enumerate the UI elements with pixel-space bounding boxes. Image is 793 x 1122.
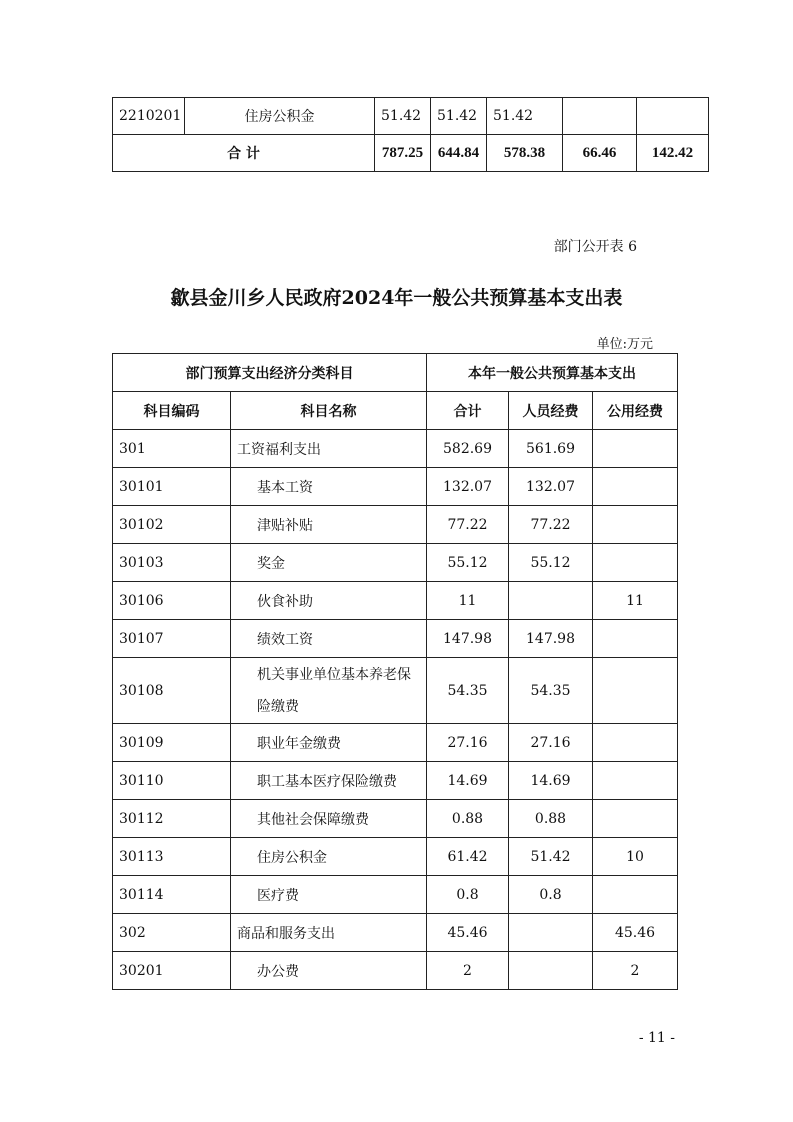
- total-value: 787.25: [375, 135, 431, 172]
- cell-code: 30112: [113, 800, 231, 838]
- cell-value: 51.42: [487, 98, 563, 135]
- cell-name: 绩效工资: [231, 620, 427, 658]
- table-row: [113, 658, 678, 724]
- table-row: [113, 468, 678, 506]
- cell-code: 30106: [113, 582, 231, 620]
- cell-public: [593, 468, 678, 506]
- table-row: [113, 544, 678, 582]
- cell-public: 2: [593, 952, 678, 990]
- page-number: - 11 -: [638, 1030, 675, 1046]
- col-header-code: 科目编码: [113, 392, 231, 430]
- cell-personnel: 147.98: [509, 620, 593, 658]
- cell-name: 其他社会保障缴费: [231, 800, 427, 838]
- cell-name: 津贴补贴: [231, 506, 427, 544]
- cell-name: 住房公积金: [231, 838, 427, 876]
- cell-personnel: 132.07: [509, 468, 593, 506]
- cell-personnel: 27.16: [509, 724, 593, 762]
- total-value: 142.42: [637, 135, 709, 172]
- table-row: [113, 430, 678, 468]
- cell-personnel: 0.88: [509, 800, 593, 838]
- cell-total: 55.12: [427, 544, 509, 582]
- cell-total: 61.42: [427, 838, 509, 876]
- cell-personnel: 77.22: [509, 506, 593, 544]
- cell-code: 30113: [113, 838, 231, 876]
- cell-code: 2210201: [113, 98, 185, 135]
- table-row: [113, 800, 678, 838]
- cell-total: 14.69: [427, 762, 509, 800]
- total-value: 578.38: [487, 135, 563, 172]
- group-header-right: 本年一般公共预算基本支出: [427, 354, 678, 392]
- total-row: [113, 135, 709, 172]
- cell-code: 30101: [113, 468, 231, 506]
- col-header-total: 合计: [427, 392, 509, 430]
- cell-name: 职工基本医疗保险缴费: [231, 762, 427, 800]
- col-header-personnel: 人员经费: [509, 392, 593, 430]
- cell-personnel: 55.12: [509, 544, 593, 582]
- table-row: [113, 876, 678, 914]
- table-row: [113, 620, 678, 658]
- cell-total: 147.98: [427, 620, 509, 658]
- basic-expenditure-table: [112, 353, 678, 990]
- cell-public: [593, 876, 678, 914]
- table-row: [113, 98, 709, 135]
- cell-total: 0.8: [427, 876, 509, 914]
- cell-value: 51.42: [375, 98, 431, 135]
- unit-label: 单位:万元: [596, 337, 653, 352]
- table-row: [113, 914, 678, 952]
- cell-public: 10: [593, 838, 678, 876]
- cell-name: 伙食补助: [231, 582, 427, 620]
- cell-public: [593, 724, 678, 762]
- cell-total: 2: [427, 952, 509, 990]
- cell-code: 302: [113, 914, 231, 952]
- cell-name: 机关事业单位基本养老保险缴费: [231, 658, 427, 724]
- cell-name: 职业年金缴费: [231, 724, 427, 762]
- table-column-header: [113, 392, 678, 430]
- col-header-name: 科目名称: [231, 392, 427, 430]
- cell-value: 51.42: [431, 98, 487, 135]
- cell-code: 30107: [113, 620, 231, 658]
- page-title: 歙县金川乡人民政府2024年一般公共预算基本支出表: [170, 287, 623, 309]
- cell-code: 30109: [113, 724, 231, 762]
- table-group-header: [113, 354, 678, 392]
- cell-code: 301: [113, 430, 231, 468]
- cell-total: 27.16: [427, 724, 509, 762]
- cell-total: 582.69: [427, 430, 509, 468]
- cell-public: [593, 430, 678, 468]
- cell-public: [593, 658, 678, 724]
- cell-personnel: [509, 952, 593, 990]
- cell-public: [593, 506, 678, 544]
- cell-code: 30108: [113, 658, 231, 724]
- cell-public: [593, 762, 678, 800]
- cell-total: 0.88: [427, 800, 509, 838]
- table-number: 部门公开表 6: [553, 239, 637, 255]
- cell-code: 30114: [113, 876, 231, 914]
- cell-total: 45.46: [427, 914, 509, 952]
- total-value: 644.84: [431, 135, 487, 172]
- cell-code: 30110: [113, 762, 231, 800]
- table-row: [113, 582, 678, 620]
- table-row: [113, 952, 678, 990]
- cell-name: 奖金: [231, 544, 427, 582]
- cell-code: 30201: [113, 952, 231, 990]
- cell-public: [593, 620, 678, 658]
- cell-personnel: 14.69: [509, 762, 593, 800]
- group-header-left: 部门预算支出经济分类科目: [113, 354, 427, 392]
- table-row: [113, 506, 678, 544]
- cell-name: 住房公积金: [185, 98, 375, 135]
- cell-total: 132.07: [427, 468, 509, 506]
- cell-total: 54.35: [427, 658, 509, 724]
- cell-personnel: [509, 582, 593, 620]
- table-row: [113, 838, 678, 876]
- cell-personnel: 54.35: [509, 658, 593, 724]
- cell-value: [563, 98, 637, 135]
- cell-code: 30103: [113, 544, 231, 582]
- col-header-public: 公用经费: [593, 392, 678, 430]
- cell-personnel: 51.42: [509, 838, 593, 876]
- table-row: [113, 724, 678, 762]
- cell-personnel: 561.69: [509, 430, 593, 468]
- cell-code: 30102: [113, 506, 231, 544]
- cell-public: 11: [593, 582, 678, 620]
- cell-total: 11: [427, 582, 509, 620]
- cell-public: [593, 544, 678, 582]
- cell-total: 77.22: [427, 506, 509, 544]
- cell-value: [637, 98, 709, 135]
- cell-name: 医疗费: [231, 876, 427, 914]
- cell-name: 工资福利支出: [231, 430, 427, 468]
- total-label: 合 计: [113, 135, 375, 172]
- table-row: [113, 762, 678, 800]
- cell-name: 基本工资: [231, 468, 427, 506]
- cell-personnel: [509, 914, 593, 952]
- cell-name: 商品和服务支出: [231, 914, 427, 952]
- budget-table-continued: [112, 97, 709, 172]
- cell-public: 45.46: [593, 914, 678, 952]
- cell-name: 办公费: [231, 952, 427, 990]
- cell-public: [593, 800, 678, 838]
- total-value: 66.46: [563, 135, 637, 172]
- cell-personnel: 0.8: [509, 876, 593, 914]
